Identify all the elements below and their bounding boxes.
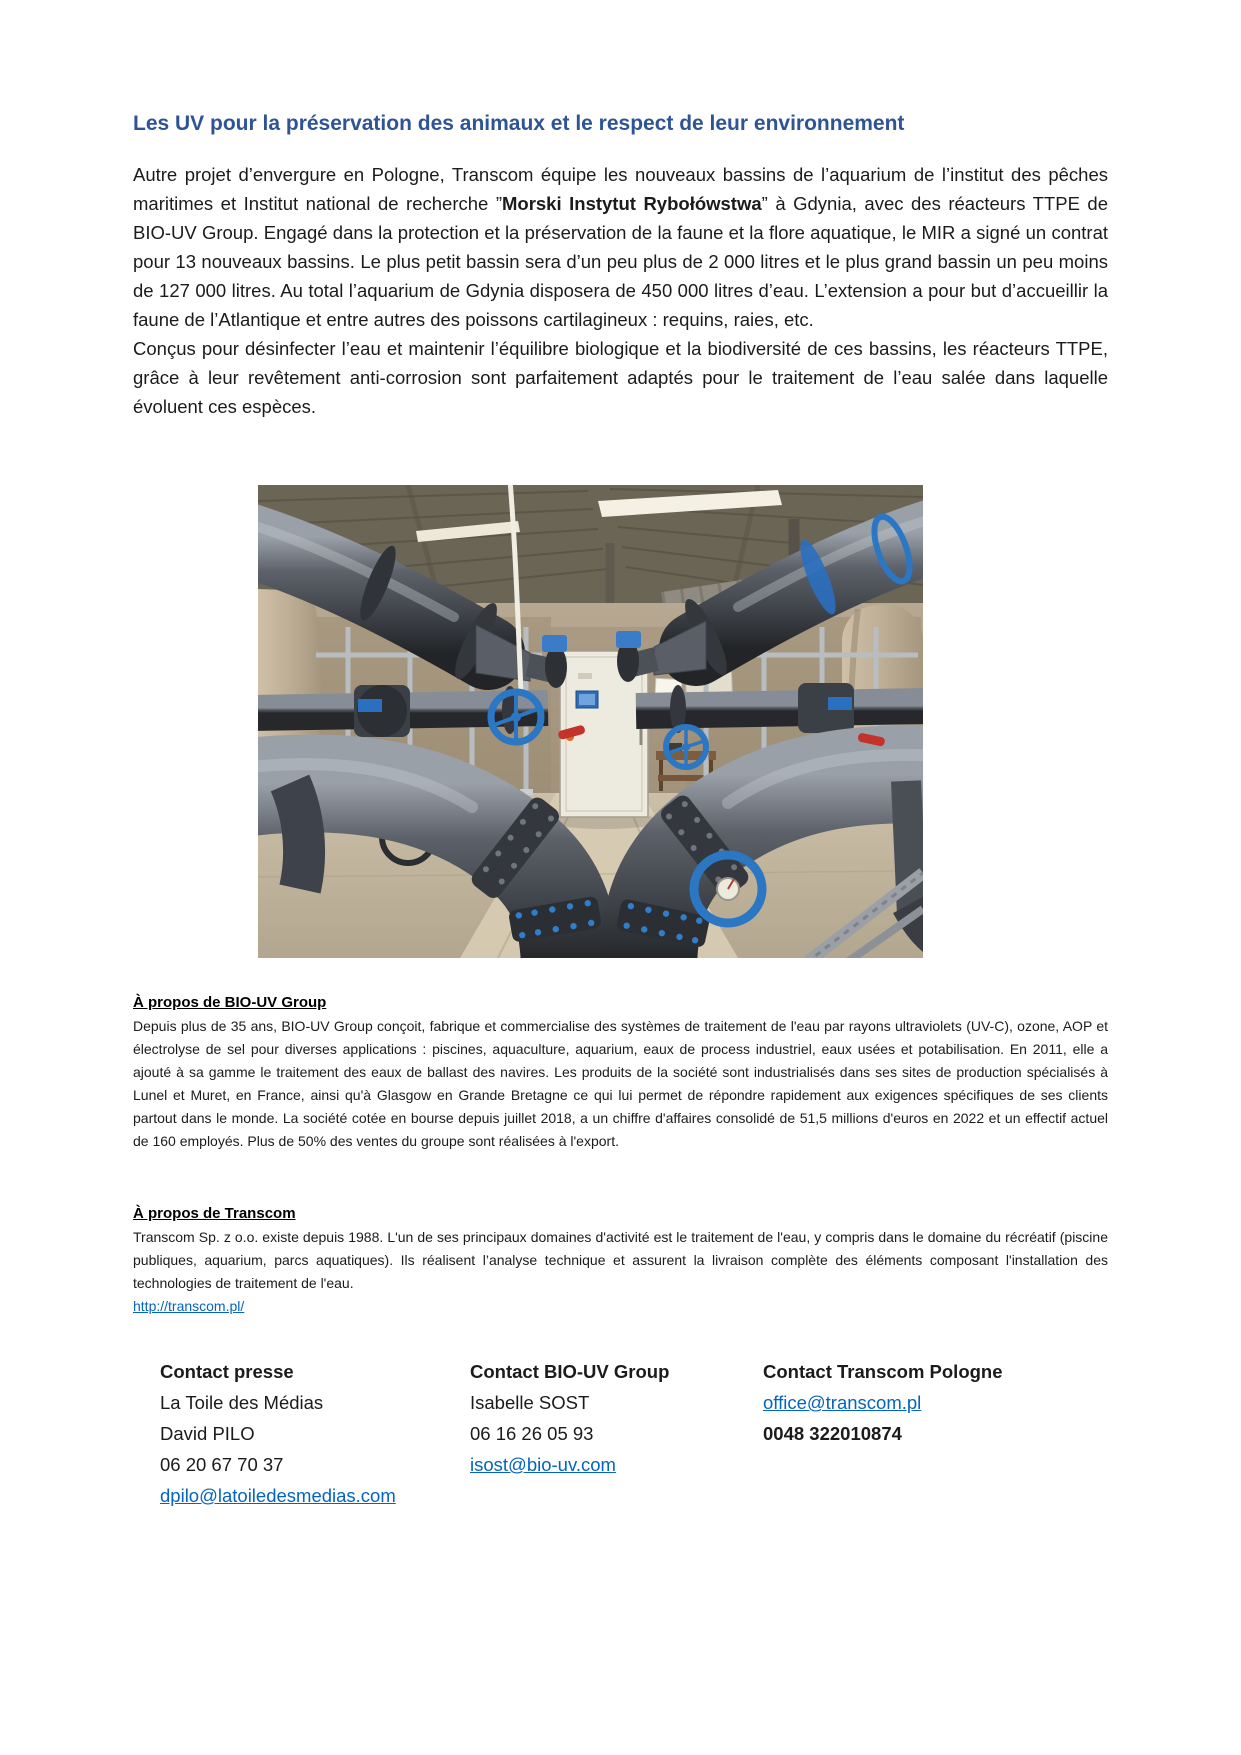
- contact-presse-company: La Toile des Médias: [160, 1392, 324, 1413]
- about-biouv-heading: À propos de BIO-UV Group: [133, 994, 327, 1011]
- contact-biouv-email-line: [470, 1449, 763, 1480]
- contact-presse-name: David PILO: [160, 1423, 255, 1444]
- contacts-block: [133, 1356, 1108, 1511]
- biouv-email-link[interactable]: isost@bio-uv.com: [470, 1454, 616, 1475]
- contact-presse-heading: Contact presse: [160, 1361, 294, 1382]
- contact-presse-column: [160, 1356, 470, 1511]
- contact-biouv-phone: 06 16 26 05 93: [470, 1423, 594, 1444]
- about-transcom-text: Transcom Sp. z o.o. existe depuis 1988. L'un de ses principaux domaines d'activité est le traitement de l'eau, y compris dans le domaine du récréatif (piscine publiques, aquarium, parcs aquatiques). Ils réalisent l’analyse technique et assurent la livraison complète des éléments composant l'installation des technologies de traitement de l'eau.: [133, 1229, 1108, 1291]
- intro-text-bold: Morski Instytut Rybołówstwa: [501, 193, 762, 214]
- transcom-link-line: [133, 1295, 1108, 1318]
- about-transcom-heading: À propos de Transcom: [133, 1205, 296, 1222]
- press-photo-graphic: [258, 485, 923, 958]
- contact-presse-email-line: [160, 1480, 470, 1511]
- intro-text-pre: Autre projet d’envergure en Pologne, Transcom équipe les nouveaux bassins de l’aquarium de l’institut des pêches maritimes et Institut national de recherche ”: [133, 164, 1108, 214]
- contact-biouv-name: Isabelle SOST: [470, 1392, 590, 1413]
- presse-email-link[interactable]: dpilo@latoiledesmedias.com: [160, 1485, 396, 1506]
- about-biouv-section: [133, 992, 1108, 1153]
- page-title: Les UV pour la préservation des animaux et le respect de leur environnement: [133, 112, 905, 135]
- transcom-website-link[interactable]: http://transcom.pl/: [133, 1298, 245, 1314]
- second-paragraph: Conçus pour désinfecter l’eau et maintenir l’équilibre biologique et la biodiversité de ces bassins, les réacteurs TTPE, grâce à leur revêtement anti-corrosion sont parfaitement adaptés pour le traitement de l’eau salée dans laquelle évoluent ces espèces.: [133, 338, 1108, 417]
- contact-presse-phone: 06 20 67 70 37: [160, 1454, 284, 1475]
- contact-transcom-column: [763, 1356, 1108, 1511]
- intro-paragraph: [133, 160, 1108, 334]
- press-photo: [258, 485, 923, 958]
- intro-text-post: ” à Gdynia, avec des réacteurs TTPE de BIO-UV Group. Engagé dans la protection et la préservation de la faune et la flore aquatique, le MIR a signé un contrat pour 13 nouveaux bassins. Le plus petit bassin sera d’un peu plus de 2 000 litres et le plus grand bassin un peu moins de 127 000 litres. Au total l’aquarium de Gdynia disposera de 450 000 litres d’eau. L’extension a pour but d’accueillir la faune de l’Atlantique et entre autres des poissons cartilagineux : requins, raies, etc.: [133, 193, 1108, 330]
- contact-transcom-heading: Contact Transcom Pologne: [763, 1361, 1003, 1382]
- about-transcom-section: [133, 1203, 1108, 1318]
- about-biouv-text: Depuis plus de 35 ans, BIO-UV Group conçoit, fabrique et commercialise des systèmes de traitement de l'eau par rayons ultraviolets (UV-C), ozone, AOP et électrolyse de sel pour diverses applications : piscines, aquaculture, aquarium, eaux de process industriel, eaux usées et potabilisation. En 2011, elle a ajouté à sa gamme le traitement des eaux de ballast des navires. Les produits de la société sont industrialisés dans ses sites de production spécialisés à Lunel et Muret, en France, ainsi qu'à Glasgow en Grande Bretagne ce qui lui permet de répondre rapidement aux exigences spécifiques de ses clients partout dans le monde. La société cotée en bourse depuis juillet 2018, a un chiffre d'affaires consolidé de 51,5 millions d'euros en 2022 et un effectif actuel de 160 employés. Plus de 50% des ventes du groupe sont réalisées à l'export.: [133, 1018, 1108, 1149]
- transcom-email-link[interactable]: office@transcom.pl: [763, 1392, 922, 1413]
- contact-transcom-phone: 0048 322010874: [763, 1423, 902, 1444]
- document-content: [133, 0, 1108, 1511]
- contact-transcom-email-line: [763, 1387, 1108, 1418]
- contact-biouv-heading: Contact BIO-UV Group: [470, 1361, 670, 1382]
- contact-biouv-column: [470, 1356, 763, 1511]
